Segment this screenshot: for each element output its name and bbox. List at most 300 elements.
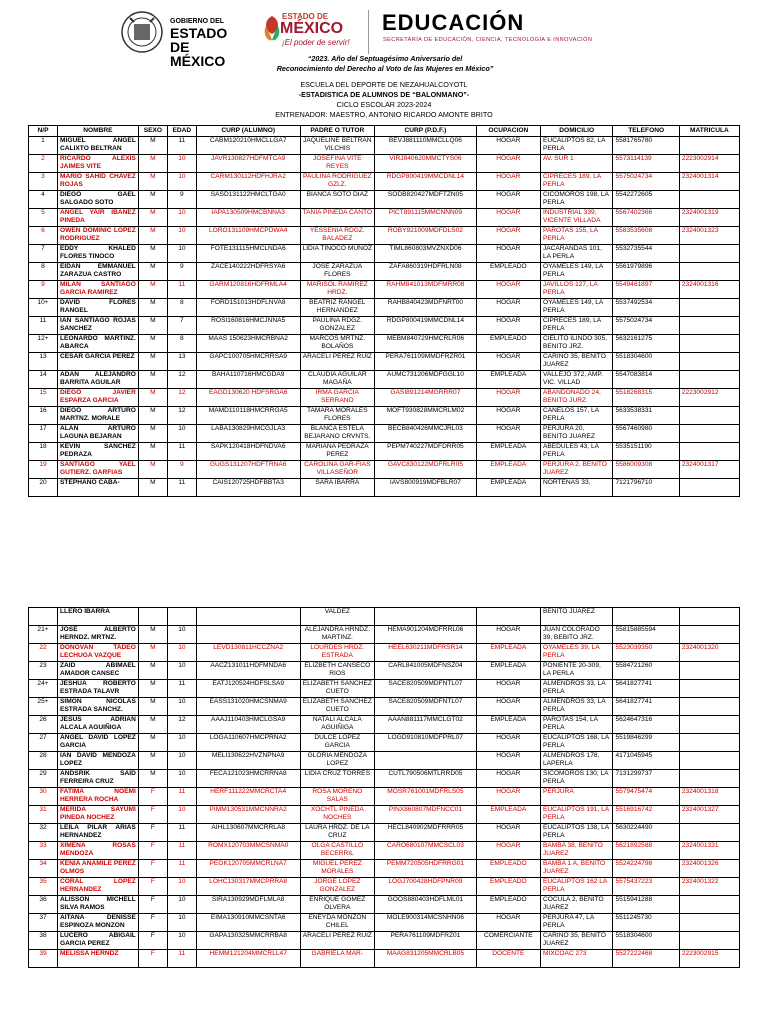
phone: 5630224490	[613, 824, 679, 842]
school-cycle: CICLO ESCOLAR 2023-2024	[336, 100, 432, 109]
occupation: EMPLEADA	[476, 662, 540, 680]
row-number: 15	[29, 389, 58, 407]
edomex-tagline: ¡El poder de servir!	[282, 38, 350, 47]
phone: 7121796710	[613, 479, 679, 497]
guardian-curp: MOSR761001MDFRLS05	[375, 788, 477, 806]
student-name: STEPHANO CABA-	[58, 479, 139, 497]
student-curp: FORD151013HDFLNVA8	[196, 299, 300, 317]
row-number: 6	[29, 227, 58, 245]
address: EUCALIPTOS 191, LA PERLA	[540, 806, 613, 824]
education-title: EDUCACIÓN	[382, 10, 525, 35]
occupation: EMPLEADA	[476, 443, 540, 461]
age: 10	[167, 806, 196, 824]
guardian-name: BEATRIZ RANGEL HERNANDEZ	[300, 299, 375, 317]
table-row	[29, 860, 740, 878]
student-name: SANTIAGO YAEL GUTIERZ. GARFIAS	[58, 461, 139, 479]
column-header: CURP (P.D.F.)	[375, 126, 477, 137]
table-row	[29, 734, 740, 752]
occupation: EMPLEADA	[476, 461, 540, 479]
gobierno-logo	[120, 10, 240, 69]
phone: 5621892588	[613, 842, 679, 860]
age	[167, 608, 196, 626]
address: CIPRECES 189, LA PERLA	[540, 317, 613, 335]
row-number: 38	[29, 932, 58, 950]
occupation: EMPLEADO	[476, 860, 540, 878]
enrollment-id	[679, 353, 739, 371]
enrollment-id	[679, 371, 739, 389]
guardian-curp: PERA761109MDFRZ01	[375, 932, 477, 950]
table-row	[29, 878, 740, 896]
sex: M	[138, 662, 167, 680]
guardian-curp: PEMM720505HDFRRG01	[375, 860, 477, 878]
age: 9	[167, 191, 196, 209]
occupation: EMPLEADO	[476, 896, 540, 914]
phone: 55815885594	[613, 626, 679, 644]
row-number: 7	[29, 245, 58, 263]
address: CIELITO ILINDO 305, BENITO JRZ.	[540, 335, 613, 353]
student-name: LUCERO ABIGAIL GARCIA PEREZ	[58, 932, 139, 950]
guardian-curp: PERA761109MMDFRZR01	[375, 353, 477, 371]
guardian-name: ARACELI PEREZ RUIZ	[300, 932, 375, 950]
student-name: JESHUA ROBERTO ESTRADA TALAVR	[58, 680, 139, 698]
table-row	[29, 644, 740, 662]
age: 11	[167, 281, 196, 299]
age: 10	[167, 245, 196, 263]
enrollment-id	[679, 824, 739, 842]
table-row	[29, 299, 740, 317]
table-row	[29, 173, 740, 191]
table-row	[29, 335, 740, 353]
row-number: 27	[29, 734, 58, 752]
enrollment-id	[679, 734, 739, 752]
phone: 7131299737	[613, 770, 679, 788]
student-name: ALISSON MICHELL SILVA RAMOS	[58, 896, 139, 914]
address: CARIÑO 35, BENITO JUAREZ	[540, 353, 613, 371]
table-row	[29, 425, 740, 443]
guardian-curp: CARO680107MMCSCL03	[375, 842, 477, 860]
sex: M	[138, 479, 167, 497]
occupation: HOGAR	[476, 914, 540, 932]
column-header: OCUPACION	[476, 126, 540, 137]
phone: 5579475474	[613, 788, 679, 806]
address: ALMENDROS 178, LAPERLA	[540, 752, 613, 770]
edomex-big: MÉXICO	[280, 20, 344, 37]
age: 9	[167, 461, 196, 479]
enrollment-id: 2324001327	[679, 806, 739, 824]
sex: F	[138, 914, 167, 932]
guardian-curp: HEEL630211MDFRSR14	[375, 644, 477, 662]
enrollment-id	[679, 407, 739, 425]
phone: 5575024734	[613, 317, 679, 335]
table-row	[29, 626, 740, 644]
enrollment-id: 2324001320	[679, 644, 739, 662]
row-number: 29	[29, 770, 58, 788]
row-number: 39	[29, 950, 58, 968]
student-curp: FECA121023HMCRRNA8	[196, 770, 300, 788]
occupation: HOGAR	[476, 842, 540, 860]
phone: 5547083814	[613, 371, 679, 389]
occupation: EMPLEADA	[476, 806, 540, 824]
phone: 5583535608	[613, 227, 679, 245]
guardian-name: LOURDES HRDZ. ESTRADA	[300, 644, 375, 662]
guardian-curp: SODB820427MDFTZN05	[375, 191, 477, 209]
student-name: KENIA ANAMILE PEREZ OLMOS	[58, 860, 139, 878]
guardian-name: JOSEFINA VITE REYES	[300, 155, 375, 173]
table-row	[29, 716, 740, 734]
address: EUCALIPTOS 82, LA PERLA	[540, 137, 613, 155]
row-number: 8	[29, 263, 58, 281]
guardian-name: ARACELI PEREZ RUIZ	[300, 353, 375, 371]
student-curp: GAPC100705HMCRRSA9	[196, 353, 300, 371]
student-curp: MAAS 150623HMCRBNA2	[196, 335, 300, 353]
occupation: COMERCIANTE	[476, 932, 540, 950]
student-curp: MELI130622HVZNPNA9	[196, 752, 300, 770]
phone: 5523039350	[613, 644, 679, 662]
guardian-curp: LOGJ700428HDFPNR09	[375, 878, 477, 896]
student-curp: EAGD130620 HDFSRGA6	[196, 389, 300, 407]
occupation: HOGAR	[476, 680, 540, 698]
row-number: 10+	[29, 299, 58, 317]
sex	[138, 608, 167, 626]
edomex-flower-icon	[262, 12, 282, 52]
student-curp: CARM130112HDFHJRA2	[196, 173, 300, 191]
sex: F	[138, 950, 167, 968]
guardian-curp: PICT891115MMCNNN09	[375, 209, 477, 227]
student-name: RICARDO ALEXIS JAIMES VITE	[58, 155, 139, 173]
student-curp: EIMA130910MMCSNTA6	[196, 914, 300, 932]
sex: M	[138, 644, 167, 662]
sex: M	[138, 227, 167, 245]
header-divider	[368, 10, 369, 54]
education-subtitle: SECRETARÍA DE EDUCACIÓN, CIENCIA, TECNOLOGÍA E INNOVACIÓN	[383, 37, 593, 43]
enrollment-id	[679, 752, 739, 770]
occupation: EMPLEADO	[476, 263, 540, 281]
student-name: DIEGO JAVIER ESPARZA GARCIA	[58, 389, 139, 407]
phone: 5532735544	[613, 245, 679, 263]
sex: M	[138, 425, 167, 443]
table-row	[29, 371, 740, 389]
student-name: FATIMA NOEMI HERRERA ROCHA	[58, 788, 139, 806]
age: 10	[167, 734, 196, 752]
age: 12	[167, 407, 196, 425]
guardian-name: ROSA MORENO SALAS	[300, 788, 375, 806]
edomex-logo	[262, 12, 362, 52]
row-number: 11	[29, 317, 58, 335]
enrollment-id	[679, 317, 739, 335]
age: 10	[167, 896, 196, 914]
enrollment-id	[679, 425, 739, 443]
table-row	[29, 608, 740, 626]
phone: 5581765780	[613, 137, 679, 155]
enrollment-id: 2324001326	[679, 860, 739, 878]
enrollment-id: 2324001331	[679, 842, 739, 860]
phone: 5567402366	[613, 209, 679, 227]
student-curp: SIRA130929MDFLMLA8	[196, 896, 300, 914]
enrollment-id	[679, 626, 739, 644]
student-name: CESAR GARCIA PEREZ	[58, 353, 139, 371]
table-row	[29, 770, 740, 788]
guardian-name: YESSENIA RDGZ. BALADEZ	[300, 227, 375, 245]
phone: 5624647316	[613, 716, 679, 734]
column-header: MATRICULA	[679, 126, 739, 137]
row-number: 4	[29, 191, 58, 209]
student-curp: SASD131122HMCLTGA0	[196, 191, 300, 209]
student-curp: BAHA110716HMCGDA9	[196, 371, 300, 389]
guardian-curp: PINX860807MDFNCC01	[375, 806, 477, 824]
sex: M	[138, 353, 167, 371]
student-curp: CABM120210HMCLLGA7	[196, 137, 300, 155]
address: PAROTAS 155, LA PERLA	[540, 227, 613, 245]
student-curp: AIHL130607MMCRRLA8	[196, 824, 300, 842]
guardian-name: LAURA HRDZ. DE LA CRUZ	[300, 824, 375, 842]
student-name: ANGEL DAVID LOPEZ GARCIA	[58, 734, 139, 752]
student-name: LEONARDO MARTINZ. ABARCA	[58, 335, 139, 353]
table-header-row	[29, 126, 740, 137]
student-name: OWEN DOMINIC LOPEZ RODRIGUEZ	[58, 227, 139, 245]
column-header: CURP (ALUMNO)	[196, 126, 300, 137]
sex: M	[138, 263, 167, 281]
enrollment-id	[679, 443, 739, 461]
enrollment-id: 2223002912	[679, 389, 739, 407]
student-curp: HEMM121204MMCRLL47	[196, 950, 300, 968]
age: 11	[167, 479, 196, 497]
row-number: 2	[29, 155, 58, 173]
student-name: ALAN ARTURO LAGUNA BEJARAN	[58, 425, 139, 443]
phone: 5537492534	[613, 299, 679, 317]
enrollment-id	[679, 137, 739, 155]
phone: 5575024734	[613, 173, 679, 191]
guardian-name: ELIZABETH SANCHEZ CUETO	[300, 698, 375, 716]
guardian-curp: MOLE900314MCSNHN06	[375, 914, 477, 932]
seal-icon	[120, 10, 164, 54]
age: 11	[167, 680, 196, 698]
stats-title: -ESTADISTICA DE ALUMNOS DE “BALONMANO”-	[298, 90, 470, 99]
guardian-curp	[375, 608, 477, 626]
guardian-name: DULCE LOPEZ GARCIA	[300, 734, 375, 752]
table-row	[29, 389, 740, 407]
student-curp: MAMD110118HMCRRGA5	[196, 407, 300, 425]
row-number: 17	[29, 425, 58, 443]
enrollment-id	[679, 263, 739, 281]
age: 10	[167, 227, 196, 245]
sex: F	[138, 932, 167, 950]
row-number: 16	[29, 407, 58, 425]
age: 10	[167, 878, 196, 896]
student-curp: PIMM130531MMCNNRA2	[196, 806, 300, 824]
age: 11	[167, 842, 196, 860]
enrollment-id	[679, 608, 739, 626]
address: SICOMOROS 130, LA PERLA	[540, 770, 613, 788]
row-number: 24+	[29, 680, 58, 698]
address: EUCALIPTOS 168, LA PERLA	[540, 734, 613, 752]
guardian-curp: BEVJ881110MMCLLQ06	[375, 137, 477, 155]
gob-line1: GOBIERNO DEL	[170, 18, 225, 25]
student-name: IAN DAVID MENDOZA LOPEZ	[58, 752, 139, 770]
student-curp: AACZ131011HDFMNDA6	[196, 662, 300, 680]
occupation: HOGAR	[476, 770, 540, 788]
guardian-name: CAROLINA GAR-FIAS VILLASEÑOR	[300, 461, 375, 479]
occupation	[476, 608, 540, 626]
address: PERJURA	[540, 788, 613, 806]
table-row	[29, 752, 740, 770]
phone: 5519846299	[613, 734, 679, 752]
guardian-curp: CUTL790506MTLRRD05	[375, 770, 477, 788]
row-number: 33	[29, 842, 58, 860]
sex: M	[138, 626, 167, 644]
guardian-name: PAULINA RODRIGUEZ GZLZ.	[300, 173, 375, 191]
occupation: HOGAR	[476, 173, 540, 191]
table-row	[29, 788, 740, 806]
address: NORTEÑAS 33,	[540, 479, 613, 497]
row-number: 9	[29, 281, 58, 299]
guardian-name: LIDIA TINOCO MUÑOZ	[300, 245, 375, 263]
phone: 5575437223	[613, 878, 679, 896]
age: 10	[167, 662, 196, 680]
table-row	[29, 353, 740, 371]
guardian-name: PAULINA RDGZ. GONZALEZ	[300, 317, 375, 335]
address: BENITO JUAREZ	[540, 608, 613, 626]
guardian-name: CLAUDIA AGUILAR MAGAÑA	[300, 371, 375, 389]
sex: F	[138, 860, 167, 878]
student-name: JESUS ADRIAN ALCALA AGUIÑIGA	[58, 716, 139, 734]
phone: 5586009308	[613, 461, 679, 479]
student-name: MELISSA HERNDZ	[58, 950, 139, 968]
document-titles	[0, 80, 768, 120]
age: 10	[167, 626, 196, 644]
sex: M	[138, 371, 167, 389]
student-name: LEILA PILAR ARIAS HERNANDEZ	[58, 824, 139, 842]
enrollment-id: 2324001322	[679, 878, 739, 896]
enrollment-id	[679, 914, 739, 932]
guardian-name: ENRIQUE GOMEZ OLVERA	[300, 896, 375, 914]
column-header: TELEFONO	[613, 126, 679, 137]
guardian-curp: PEPM740227MDFDRR05	[375, 443, 477, 461]
student-curp: CAIS120725HDFBBTA3	[196, 479, 300, 497]
sex: F	[138, 878, 167, 896]
age: 10	[167, 770, 196, 788]
enrollment-id	[679, 299, 739, 317]
student-curp: GAPA130325MMCRRBA8	[196, 932, 300, 950]
guardian-name: OLGA CASTILLO BECERRIL	[300, 842, 375, 860]
guardian-curp: RAHM841013MDFMRR08	[375, 281, 477, 299]
guardian-name: TAMARA MORALES FLORES	[300, 407, 375, 425]
enrollment-id	[679, 896, 739, 914]
guardian-curp: MEBM840729HMCRLR06	[375, 335, 477, 353]
row-number	[29, 608, 58, 626]
guardian-curp: GAVC830122MDFRLR05	[375, 461, 477, 479]
phone: 5549461897	[613, 281, 679, 299]
student-curp: FOTE131115HMCLNDA6	[196, 245, 300, 263]
occupation: HOGAR	[476, 227, 540, 245]
phone: 5567460980	[613, 425, 679, 443]
sex: M	[138, 680, 167, 698]
guardian-curp: AAAN881117MMCLGT02	[375, 716, 477, 734]
table-row	[29, 824, 740, 842]
guardian-curp: GOOS880403HDFLML01	[375, 896, 477, 914]
age: 12	[167, 371, 196, 389]
student-curp: ROSI160816HMCJNNA5	[196, 317, 300, 335]
guardian-curp: MOFT930828MMCRLM02	[375, 407, 477, 425]
occupation: HOGAR	[476, 788, 540, 806]
enrollment-id	[679, 662, 739, 680]
enrollment-id: 2324001318	[679, 788, 739, 806]
guardian-curp: IAVS800919MDFBLR07	[375, 479, 477, 497]
occupation: HOGAR	[476, 425, 540, 443]
sex: M	[138, 137, 167, 155]
sex: F	[138, 896, 167, 914]
student-name: JOSE ALBERTO HERNDZ. MRTNZ.	[58, 626, 139, 644]
table-row	[29, 263, 740, 281]
table-row	[29, 227, 740, 245]
student-curp: GARM120816HDFRMLA4	[196, 281, 300, 299]
occupation: EMPLEADO	[476, 878, 540, 896]
occupation: HOGAR	[476, 281, 540, 299]
enrollment-id: 2324001314	[679, 173, 739, 191]
address: ALMENDROS 33, LA PERLA	[540, 698, 613, 716]
occupation: HOGAR	[476, 698, 540, 716]
enrollment-id	[679, 335, 739, 353]
sex: M	[138, 407, 167, 425]
student-name: DIEGO GAEL SALGADO SOTO	[58, 191, 139, 209]
guardian-curp: LOGD910810MDFPRL07	[375, 734, 477, 752]
row-number: 32	[29, 824, 58, 842]
age: 12	[167, 389, 196, 407]
guardian-curp: TIML860803MVZNXD06	[375, 245, 477, 263]
student-curp: AAAJ110403HMCLGSA9	[196, 716, 300, 734]
student-curp: LABA130829HMCGJLA3	[196, 425, 300, 443]
student-curp: LOGA110607HMCPRNA2	[196, 734, 300, 752]
sex: M	[138, 317, 167, 335]
table-row	[29, 407, 740, 425]
guardian-name: IRMA GARCIA SERRANO	[300, 389, 375, 407]
student-curp: LORO131109HMCPDWA4	[196, 227, 300, 245]
guardian-name: SARA IBARRA	[300, 479, 375, 497]
occupation: HOGAR	[476, 155, 540, 173]
occupation: HOGAR	[476, 353, 540, 371]
occupation: EMPLEADA	[476, 479, 540, 497]
guardian-name: GLORIA MENDOZA LOPEZ	[300, 752, 375, 770]
address: PERJURA 47, LA PERLA	[540, 914, 613, 932]
sex: M	[138, 716, 167, 734]
enrollment-id: 2223002914	[679, 155, 739, 173]
gob-line3: MÉXICO	[170, 53, 226, 69]
guardian-curp: RDGP800419MMCDNL14	[375, 173, 477, 191]
sex: F	[138, 824, 167, 842]
enrollment-id	[679, 191, 739, 209]
row-number: 37	[29, 914, 58, 932]
age: 7	[167, 317, 196, 335]
phone: 4171045945	[613, 752, 679, 770]
motto	[240, 54, 530, 74]
student-curp: ROMX120703MMCSNMA0	[196, 842, 300, 860]
sex: M	[138, 443, 167, 461]
phone: 5518304600	[613, 932, 679, 950]
student-curp: PEOK120705MMCRLNA7	[196, 860, 300, 878]
guardian-name: MARIANA PEDRAZA PEREZ	[300, 443, 375, 461]
guardian-name: BIANCA SOTO DIAZ	[300, 191, 375, 209]
address: ALMENDROS 33, LA PERLA	[540, 680, 613, 698]
occupation: HOGAR	[476, 752, 540, 770]
table-row	[29, 209, 740, 227]
student-curp: LEVD130811HCCZNA2	[196, 644, 300, 662]
row-number: 21+	[29, 626, 58, 644]
age: 11	[167, 137, 196, 155]
row-number: 26	[29, 716, 58, 734]
sex: M	[138, 209, 167, 227]
student-name: MERIDA SAYUMI PINEDA NOCHEZ	[58, 806, 139, 824]
enrollment-id	[679, 680, 739, 698]
guardian-name: VALDEZ	[300, 608, 375, 626]
